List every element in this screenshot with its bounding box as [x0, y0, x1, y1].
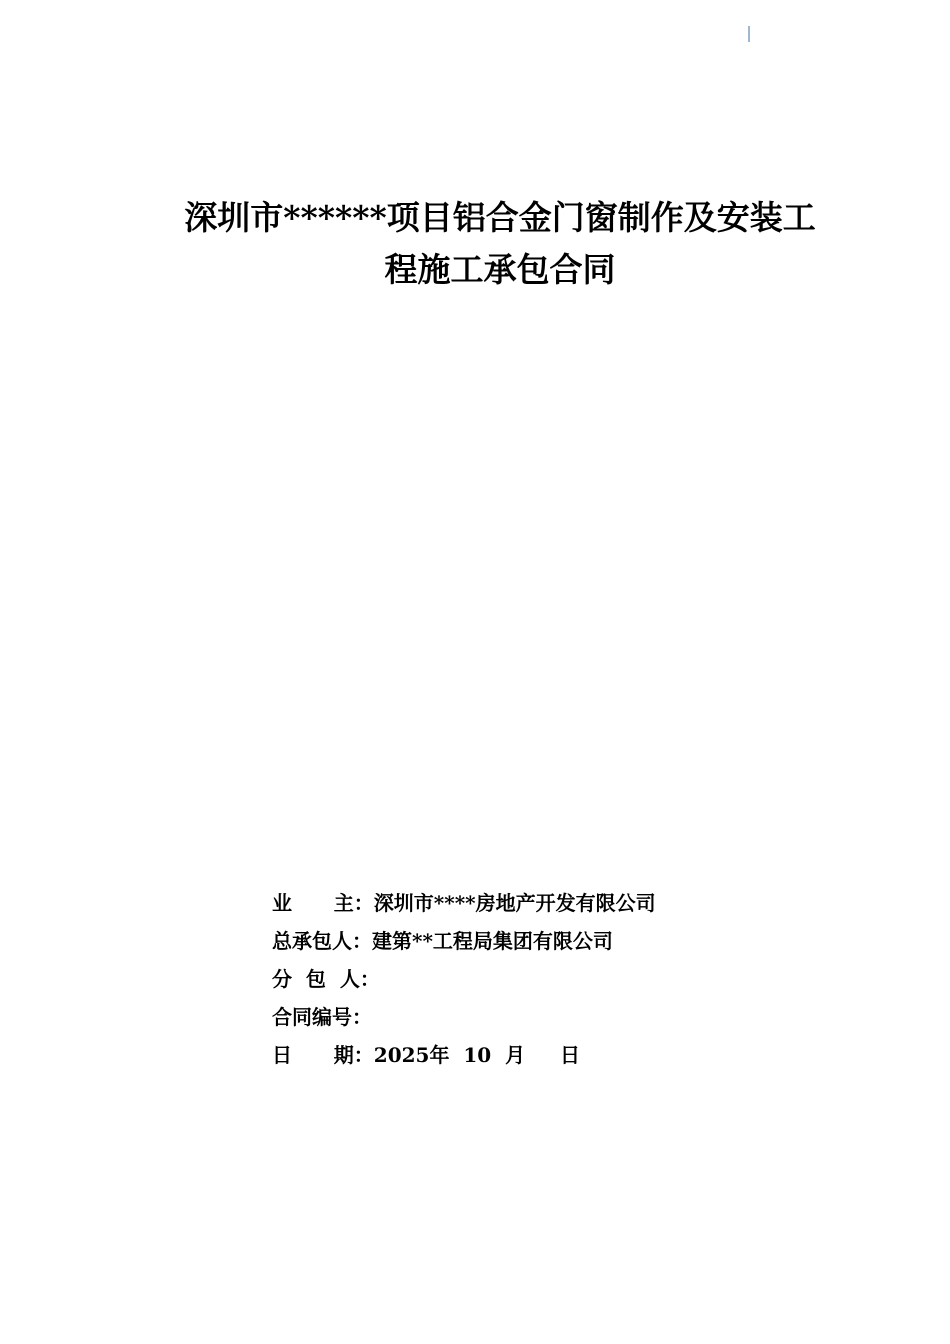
general-contractor-label: 总承包人： [272, 929, 372, 953]
owner-label: 业 主： [272, 891, 374, 915]
contract-number-row [272, 1002, 832, 1040]
general-contractor-value: 建第**工程局集团有限公司 [372, 929, 613, 953]
contract-title [120, 192, 880, 296]
text-cursor [748, 26, 750, 42]
owner-row [272, 888, 832, 926]
party-info [272, 888, 832, 1078]
title-line-2: 程施工承包合同 [384, 250, 616, 289]
contract-number-label: 合同编号： [272, 1005, 372, 1029]
owner-value: 深圳市****房地产开发有限公司 [373, 891, 656, 915]
date-label: 日 期： [272, 1043, 374, 1067]
date-row [272, 1040, 832, 1078]
title-line-1: 深圳市******项目铝合金门窗制作及安装工 [184, 198, 816, 237]
date-value: 2025年 10 月 日 [373, 1043, 580, 1067]
subcontractor-label: 分 包 人： [272, 967, 380, 991]
general-contractor-row [272, 926, 832, 964]
subcontractor-row [272, 964, 832, 1002]
